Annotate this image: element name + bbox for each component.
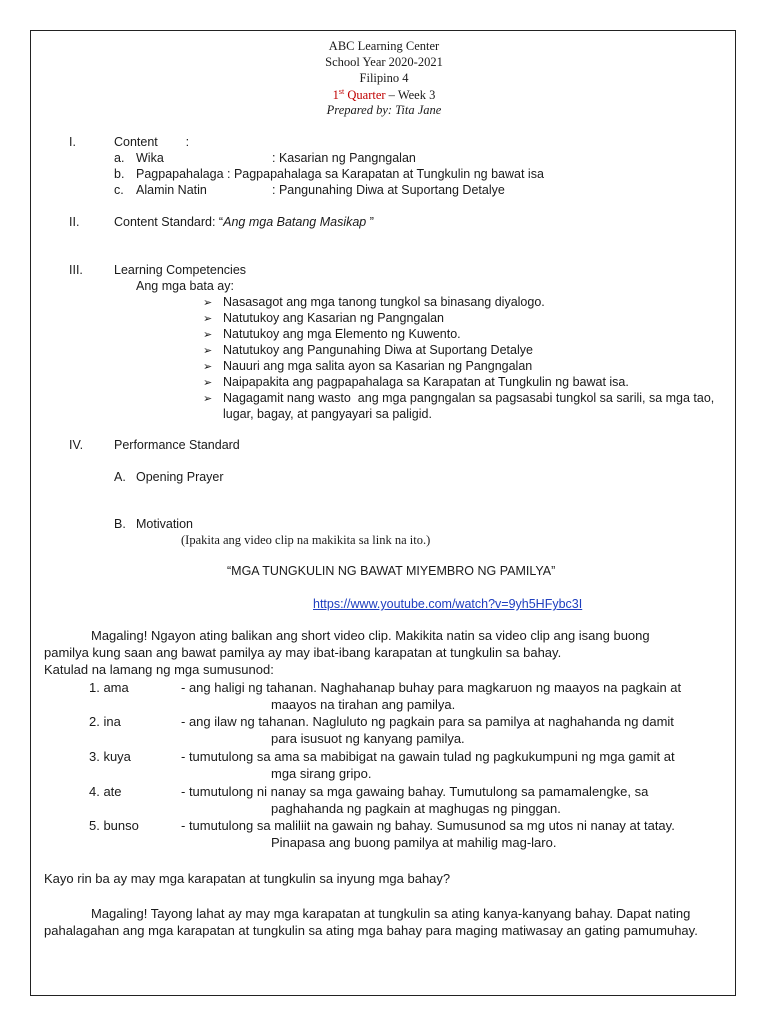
family-term: 4. ate (89, 784, 122, 799)
competency-item: ➢ Natutukoy ang Pangunahing Diwa at Suportang Detalye (203, 343, 533, 357)
arrow-bullet-icon: ➢ (203, 376, 213, 389)
video-title: “MGA TUNGKULIN NG BAWAT MIYEMBRO NG PAMILYA” (227, 564, 556, 578)
paragraph-1-line-3: Katulad na lamang ng mga sumusunod: (44, 662, 274, 677)
document-page (30, 30, 736, 996)
content-standard (114, 215, 374, 229)
paragraph-2-line-1: Magaling! Tayong lahat ay may mga karapatan at tungkulin sa ating kanya-kanyang bahay. Dapat nating (91, 906, 691, 921)
content-item-a-value: : Kasarian ng Pangngalan (272, 151, 416, 165)
reflection-question: Kayo rin ba ay may mga karapatan at tungkulin sa inyung mga bahay? (44, 871, 451, 886)
content-item-b-label: Pagpapahalaga (136, 167, 224, 181)
competencies-intro: Ang mga bata ay: (136, 279, 234, 293)
content-item-a-label: Wika (136, 151, 164, 165)
arrow-bullet-icon: ➢ (203, 344, 213, 357)
family-desc: - tumutulong sa ama sa mabibigat na gawain tulad ng pagkukumpuni ng mga gamit at (181, 749, 675, 764)
arrow-bullet-icon: ➢ (203, 328, 213, 341)
section-3-numeral: III. (69, 263, 83, 277)
competency-item: ➢ Naipapakita ang pagpapahalaga sa Karapatan at Tungkulin ng bawat isa. (203, 375, 629, 389)
arrow-bullet-icon: ➢ (203, 296, 213, 309)
competency-item: ➢ Nagagamit nang wasto ang mga pangngalan sa pagsasabi tungkol sa sarili, sa mga tao, (203, 391, 715, 405)
week-label: – Week 3 (385, 88, 436, 103)
content-item-a-letter: a. (114, 151, 125, 165)
content-standard-label: Content Standard: “ (114, 215, 224, 229)
content-item-b-letter: b. (114, 167, 125, 181)
section-4-numeral: IV. (69, 438, 84, 452)
subject: Filipino 4 (359, 71, 409, 85)
video-link[interactable]: https://www.youtube.com/watch?v=9yh5HFybc3I (313, 597, 583, 611)
family-term: 1. ama (89, 680, 129, 695)
family-desc-cont: mga sirang gripo. (271, 766, 372, 781)
family-term: 2. ina (89, 714, 121, 729)
motivation-title: Motivation (136, 517, 193, 531)
section-2-numeral: II. (69, 215, 80, 229)
family-desc: - ang haligi ng tahanan. Naghahanap buhay para magkaruon ng maayos na pagkain at (181, 680, 682, 695)
section-1-title: Content : (114, 135, 190, 149)
paragraph-1-line-1: Magaling! Ngayon ating balikan ang short video clip. Makikita natin sa video clip ang isang buong (91, 628, 650, 643)
prepared-by: Prepared by: Tita Jane (326, 103, 442, 117)
competency-item: ➢ Natutukoy ang mga Elemento ng Kuwento. (203, 327, 461, 341)
content-standard-value: Ang mga Batang Masikap (223, 215, 367, 229)
family-desc: - tumutulong sa maliliit na gawain ng bahay. Sumusunod sa mg utos ni nanay at tatay. (181, 818, 675, 833)
competency-item-continued: lugar, bagay, at pangyayari sa paligid. (223, 407, 432, 421)
arrow-bullet-icon: ➢ (203, 360, 213, 373)
family-term: 5. bunso (89, 818, 139, 833)
arrow-bullet-icon: ➢ (203, 312, 213, 325)
quarter-number: 1 (332, 88, 339, 103)
family-desc-cont: paghahanda ng pagkain at maghugas ng pinggan. (271, 801, 561, 816)
quarter-suffix: st (338, 87, 345, 96)
competency-item: ➢ Nauuri ang mga salita ayon sa Kasarian ng Pangngalan (203, 359, 533, 373)
arrow-bullet-icon: ➢ (203, 392, 213, 405)
motivation-note: (Ipakita ang video clip na makikita sa link na ito.) (181, 533, 431, 547)
paragraph-2-line-2: pahalagahan ang mga karapatan at tungkulin sa ating mga bahay para maging matiwasay an gating pamumuhay. (44, 923, 698, 938)
family-term: 3. kuya (89, 749, 131, 764)
content-item-c-value: : Pangunahing Diwa at Suportang Detalye (272, 183, 505, 197)
competency-item: ➢ Natutukoy ang Kasarian ng Pangngalan (203, 311, 444, 325)
center-name: ABC Learning Center (328, 39, 440, 53)
content-item-b-value: : Pagpapahalaga sa Karapatan at Tungkulin ng bawat isa (227, 167, 544, 181)
section-3-title: Learning Competencies (114, 263, 247, 277)
school-year: School Year 2020-2021 (325, 55, 443, 69)
section-4-title: Performance Standard (114, 438, 240, 452)
quarter-line (31, 87, 737, 103)
family-desc: - tumutulong ni nanay sa mga gawaing bahay. Tumutulong sa pamamalengke, sa (181, 784, 649, 799)
family-desc-cont: para isusuot ng kanyang pamilya. (271, 731, 465, 746)
quarter-word: Quarter (344, 88, 386, 103)
family-desc: - ang ilaw ng tahanan. Nagluluto ng pagkain para sa pamilya at naghahanda ng damit (181, 714, 674, 729)
motivation-letter: B. (114, 517, 126, 531)
content-standard-close: ” (366, 215, 374, 229)
content-item-c-letter: c. (114, 183, 124, 197)
family-desc-cont: maayos na tirahan ang pamilya. (271, 697, 456, 712)
content-item-c-label: Alamin Natin (136, 183, 207, 197)
section-1-numeral: I. (69, 135, 76, 149)
paragraph-1-line-2: pamilya kung saan ang bawat pamilya ay may ibat-ibang karapatan at tungkulin sa bahay. (44, 645, 562, 660)
competency-item: ➢ Nasasagot ang mga tanong tungkol sa binasang diyalogo. (203, 295, 545, 309)
family-desc-cont: Pinapasa ang buong pamilya at mahilig mag-laro. (271, 835, 557, 850)
opening-prayer-title: Opening Prayer (136, 470, 224, 484)
opening-prayer-letter: A. (114, 470, 126, 484)
